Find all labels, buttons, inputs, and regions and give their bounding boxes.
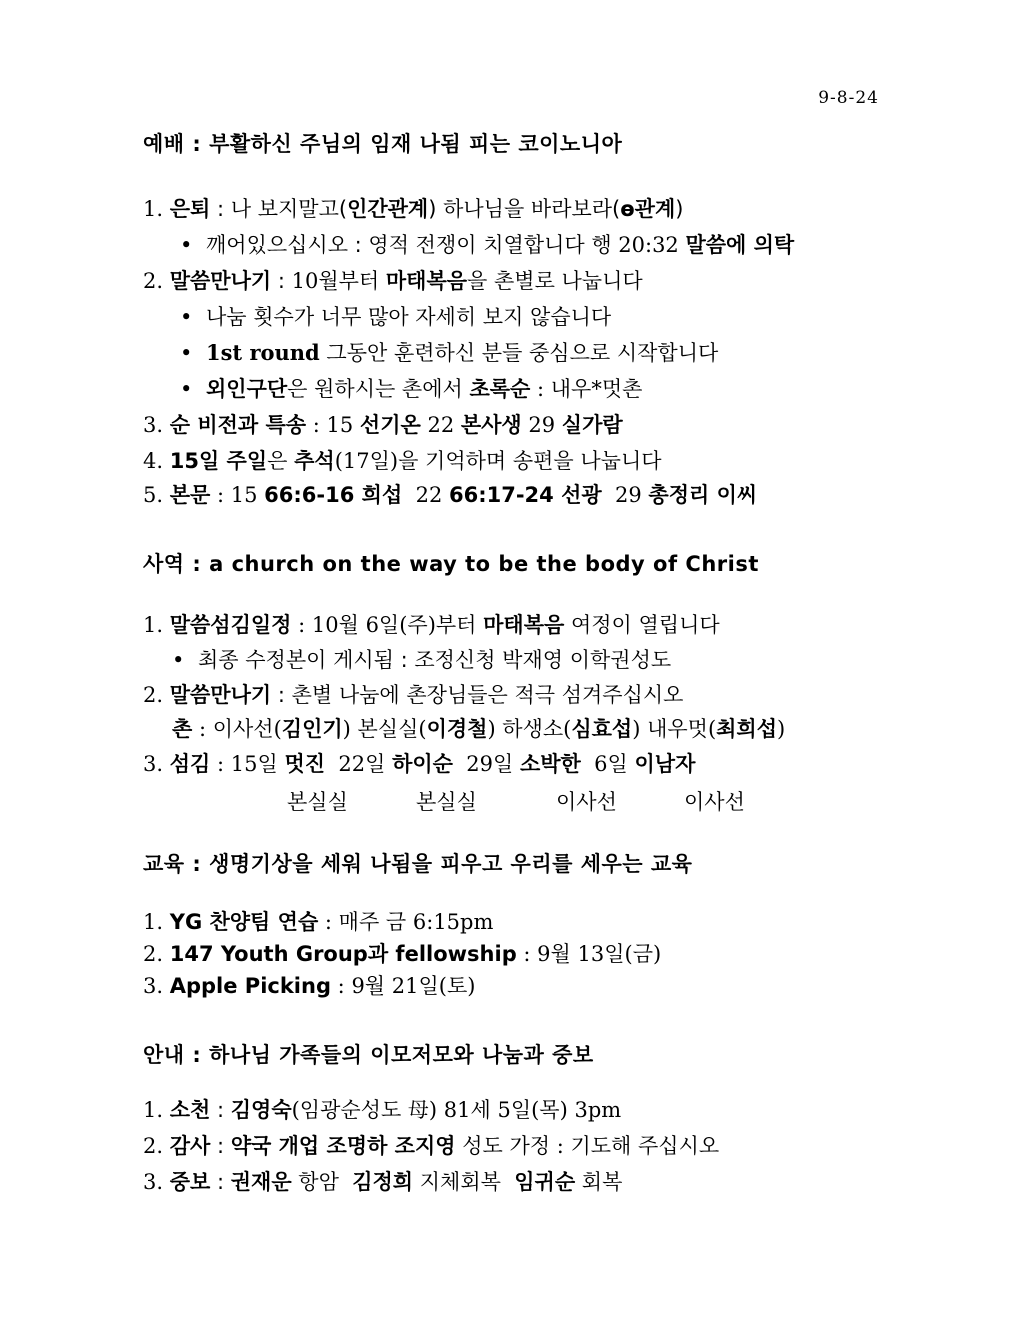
service-group: 본실실	[287, 790, 348, 814]
worship-item-2-sub-2: • 1st round 그동안 훈련하신 분들 중심으로 시작합니다	[180, 340, 719, 365]
worship-item-2: 2. 말씀만나기 : 10월부터 마태복음을 촌별로 나눕니다	[143, 269, 643, 293]
worship-item-1: 1. 은퇴 : 나 보지말고(인간관계) 하나님을 바라보라(ɵ관계)	[143, 197, 684, 221]
service-group: 본실실	[416, 790, 477, 814]
item-title: 15일 주일	[169, 449, 268, 473]
worship-heading: 예배 : 부활하신 주님의 임재 나됨 피는 코이노니아	[143, 132, 623, 156]
ministry-heading: 사역 : a church on the way to be the body of Christ	[143, 552, 759, 576]
ministry-item-1-sub: • 최종 수정본이 게시됨 : 조정신청 박재영 이학권성도	[172, 648, 672, 672]
worship-item-4: 4. 15일 주일은 추석(17일)을 기억하며 송편을 나눕니다	[143, 449, 662, 473]
item-title: 감사	[169, 1134, 211, 1158]
item-title: 말씀만나기	[169, 269, 272, 293]
notice-heading: 안내 : 하나님 가족들의 이모저모와 나눔과 중보	[143, 1043, 594, 1067]
notice-item-1: 1. 소천 : 김영숙(임광순성도 母) 81세 5일(목) 3pm	[143, 1097, 622, 1122]
item-title: 말씀만나기	[169, 683, 272, 707]
education-item-3: 3. Apple Picking : 9월 21일(토)	[143, 974, 476, 998]
item-title: 본문	[169, 483, 211, 507]
ministry-item-3: 3. 섬김 : 15일 멋진 22일 하이순 29일 소박한 6일 이남자	[143, 752, 696, 776]
worship-item-5: 5. 본문 : 15 66:6-16 희섭 22 66:17-24 선광 29 총정리 이씨	[143, 482, 758, 507]
service-group: 이사선	[556, 790, 617, 814]
education-heading: 교육 : 생명기상을 세워 나됨을 피우고 우리를 세우는 교육	[143, 852, 693, 876]
item-title: YG 찬양팀 연습	[169, 910, 319, 934]
ministry-item-2-groups: 촌 : 이사선(김인기) 본실실(이경철) 하생소(심효섭) 내우멋(최희섭)	[172, 717, 786, 741]
education-item-2: 2. 147 Youth Group과 fellowship : 9월 13일(금)	[143, 942, 662, 966]
bullet-icon: •	[180, 233, 193, 257]
bullet-icon: •	[180, 341, 193, 365]
ministry-item-1: 1. 말씀섬김일정 : 10월 6일(주)부터 마태복음 여정이 열립니다	[143, 613, 720, 637]
worship-item-3: 3. 순 비전과 특송 : 15 선기온 22 본사생 29 실가람	[143, 413, 623, 437]
item-title: 은퇴	[169, 197, 211, 221]
item-title: Apple Picking	[169, 974, 331, 998]
notice-item-2: 2. 감사 : 약국 개업 조명하 조지영 성도 가정 : 기도해 주십시오	[143, 1134, 720, 1158]
item-title: 소천	[169, 1098, 211, 1122]
bullet-icon: •	[180, 305, 193, 329]
service-group: 이사선	[684, 790, 745, 814]
bullet-icon: •	[180, 377, 193, 401]
item-title: 중보	[169, 1170, 211, 1194]
ministry-item-2: 2. 말씀만나기 : 촌별 나눔에 촌장님들은 적극 섬겨주십시오	[143, 683, 684, 707]
education-item-1: 1. YG 찬양팀 연습 : 매주 금 6:15pm	[143, 910, 494, 934]
worship-item-2-sub-1: • 나눔 횟수가 너무 많아 자세히 보지 않습니다	[180, 305, 612, 329]
date: 9-8-24	[818, 88, 879, 108]
item-title: 말씀섬김일정	[169, 613, 292, 637]
notice-item-3: 3. 중보 : 권재운 항암 김정희 지체회복 임귀순 회복	[143, 1169, 623, 1194]
bullet-icon: •	[172, 648, 185, 672]
item-title: 147 Youth Group과 fellowship	[169, 942, 517, 966]
item-title: 섬김	[169, 752, 211, 776]
item-title: 순 비전과 특송	[169, 413, 307, 437]
worship-item-1-sub: • 깨어있으십시오 : 영적 전쟁이 치열합니다 행 20:32 말씀에 의탁	[180, 232, 795, 257]
worship-item-2-sub-3: • 외인구단은 원하시는 촌에서 초록순 : 내우*멋촌	[180, 377, 643, 401]
